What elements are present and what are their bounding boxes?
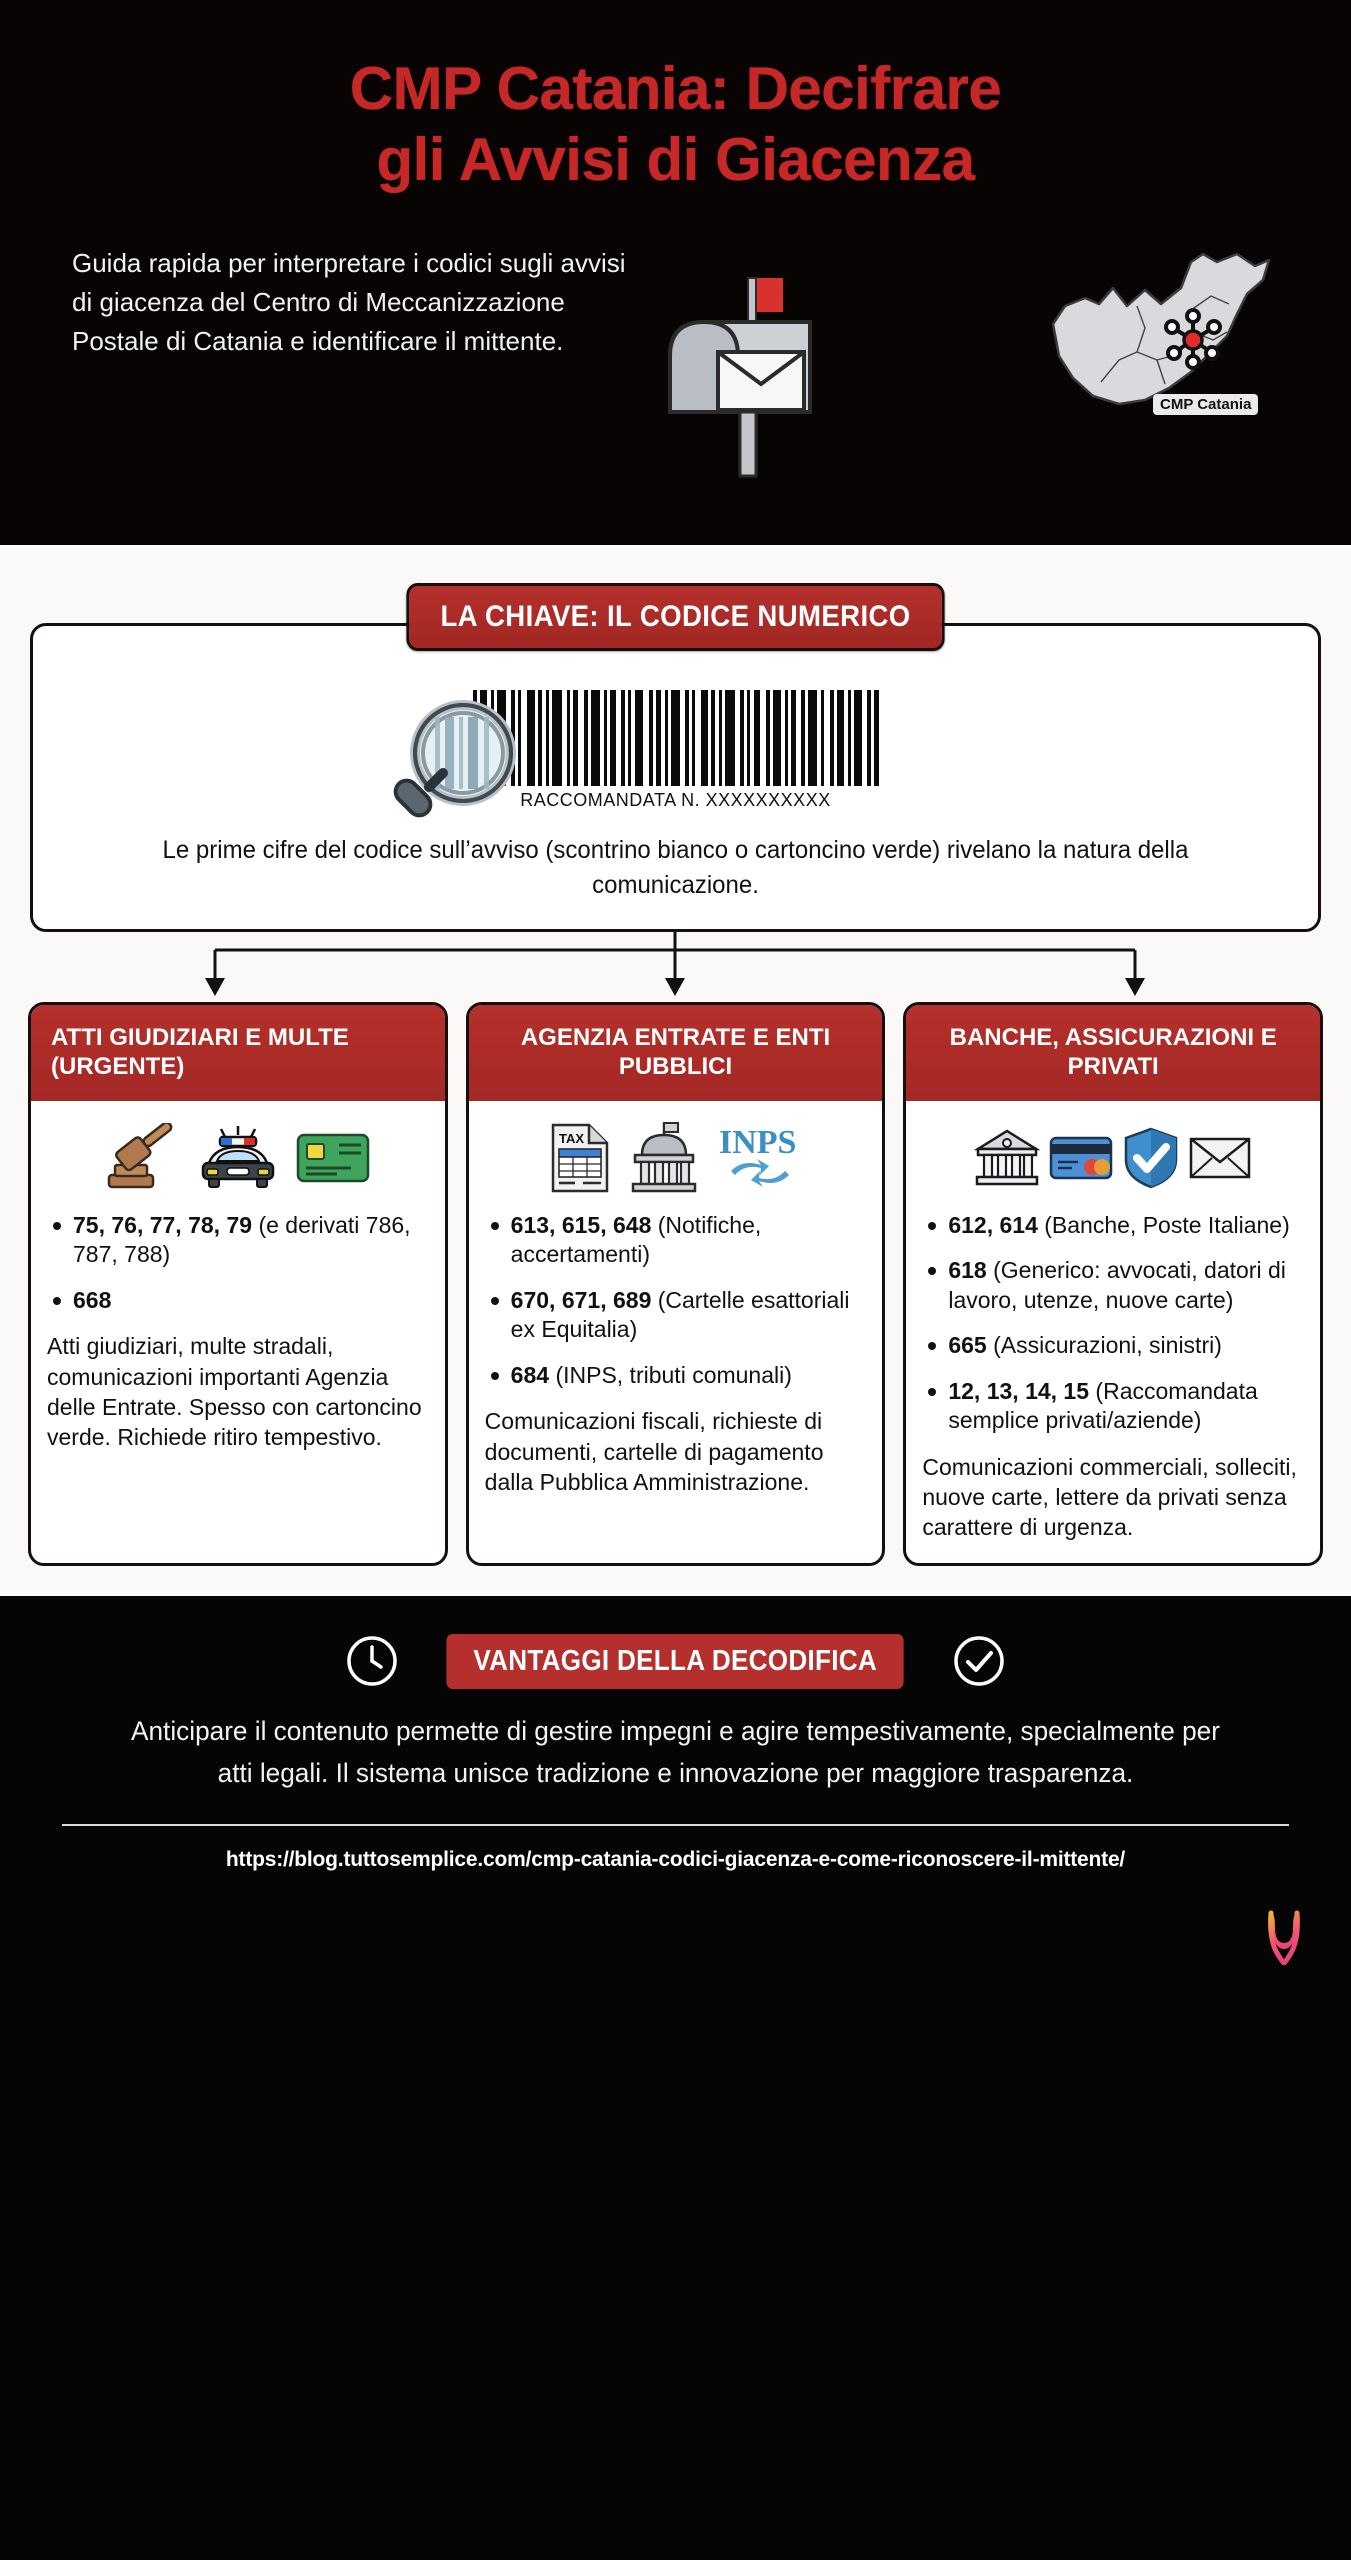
key-section-description: Le prime cifre del codice sull’avviso (scontrino bianco o cartoncino verde) rivelano la natura della comunicazione. xyxy=(162,836,1189,899)
code-value: 670, 671, 689 xyxy=(510,1286,652,1313)
code-item xyxy=(922,1211,1304,1240)
key-section-pill: LA CHIAVE: IL CODICE NUMERICO xyxy=(406,583,944,651)
code-list xyxy=(922,1211,1304,1436)
government-building-icon xyxy=(625,1121,703,1195)
category-card-atti-giudiziari xyxy=(28,1002,448,1566)
barcode-row xyxy=(73,690,1278,811)
category-columns xyxy=(0,1002,1351,1586)
page-title-line2: gli Avvisi di Giacenza xyxy=(376,125,975,193)
svg-text:TAX: TAX xyxy=(558,1131,584,1146)
connector-arrows xyxy=(30,932,1321,1002)
shield-check-icon xyxy=(1122,1126,1180,1190)
category-paragraph: Atti giudiziari, multe stradali, comunicazioni importanti Agenzia delle Entrate. Spesso con cartoncino verde. Richiede ritiro tempestivo. xyxy=(47,1333,422,1451)
body-section xyxy=(0,545,1351,1596)
code-detail: (e derivati 786, 787, 788) xyxy=(73,1212,411,1268)
footer-pill-row xyxy=(0,1634,1351,1689)
category-icon-row xyxy=(485,1119,867,1197)
code-value: 75, 76, 77, 78, 79 xyxy=(73,1212,253,1238)
category-title: BANCHE, ASSICURAZIONI E PRIVATI xyxy=(906,1005,1320,1101)
code-value: 612, 614 xyxy=(948,1212,1038,1238)
code-value: 665 xyxy=(948,1332,987,1359)
code-detail: (INPS, tributi comunali) xyxy=(555,1361,792,1388)
header-body xyxy=(40,230,1311,480)
barcode-caption: RACCOMANDATA N. XXXXXXXXXX xyxy=(520,790,831,810)
category-icon-row xyxy=(922,1119,1304,1197)
magnifier-icon xyxy=(385,695,535,845)
code-detail: (Generico: avvocati, datori di lavoro, utenze, nuove carte) xyxy=(948,1257,1286,1313)
clock-icon xyxy=(345,1634,399,1688)
code-item xyxy=(47,1286,429,1315)
category-body xyxy=(31,1101,445,1563)
code-item xyxy=(922,1331,1304,1360)
barcode-block xyxy=(473,690,879,811)
footer-url[interactable]: https://blog.tuttosemplice.com/cmp-catania-codici-giacenza-e-come-riconoscere-il-mittente/ xyxy=(225,1848,1126,1872)
footer-divider xyxy=(62,1824,1289,1826)
footer-description: Anticipare il contenuto permette di gestire impegni e agire tempestivamente, specialmente per atti legali. Il sistema unisce tradizione e innovazione per maggiore trasparenza. xyxy=(131,1715,1220,1788)
code-value: 613, 615, 648 xyxy=(510,1212,652,1238)
gavel-icon xyxy=(105,1123,181,1193)
category-card-banche xyxy=(903,1002,1323,1566)
inps-logo-icon xyxy=(717,1121,803,1195)
envelope-icon xyxy=(1188,1134,1252,1182)
code-item xyxy=(485,1361,867,1390)
green-card-icon xyxy=(295,1130,371,1186)
code-value: 684 xyxy=(510,1361,550,1388)
category-paragraph: Comunicazioni fiscali, richieste di documenti, cartelle di pagamento dalla Pubblica Amministrazione. xyxy=(484,1408,824,1495)
sicily-map xyxy=(1041,232,1281,437)
tax-document-icon xyxy=(549,1121,611,1195)
brand-logo-icon xyxy=(1265,1909,1303,1965)
code-item xyxy=(485,1286,867,1345)
code-item xyxy=(922,1377,1304,1436)
code-item xyxy=(922,1256,1304,1315)
code-detail: (Banche, Poste Italiane) xyxy=(1044,1212,1290,1238)
footer-pill-label: VANTAGGI DELLA DECODIFICA xyxy=(447,1634,905,1689)
code-value: 618 xyxy=(948,1257,987,1284)
code-detail: (Cartelle esattoriali ex Equitalia) xyxy=(510,1286,850,1343)
code-detail: (Notifiche, accertamenti) xyxy=(510,1212,762,1268)
category-title: AGENZIA ENTRATE E ENTI PUBBLICI xyxy=(469,1005,883,1101)
code-item xyxy=(47,1211,429,1270)
category-icon-row xyxy=(47,1119,429,1197)
header-section xyxy=(0,0,1351,545)
footer-section xyxy=(0,1596,1351,2001)
credit-card-icon xyxy=(1048,1134,1114,1182)
check-circle-icon xyxy=(952,1634,1006,1688)
category-paragraph: Comunicazioni commerciali, solleciti, nuove carte, lettere da privati senza carattere di urgenza. xyxy=(922,1453,1297,1541)
code-value: 12, 13, 14, 15 xyxy=(948,1377,1090,1404)
code-item xyxy=(485,1211,867,1270)
category-body xyxy=(906,1101,1320,1563)
page-title-line1: CMP Catania: Decifrare xyxy=(349,55,1002,122)
header-subtitle: Guida rapida per interpretare i codici sugli avvisi di giacenza del Centro di Meccanizzazione Postale di Catania e identificare il mittente. xyxy=(72,247,626,356)
svg-text:INPS: INPS xyxy=(718,1124,796,1161)
key-card xyxy=(30,623,1321,932)
category-title: ATTI GIUDIZIARI E MULTE (URGENTE) xyxy=(31,1005,445,1101)
map-label-cmp-catania: CMP Catania xyxy=(1153,394,1258,415)
code-detail: (Assicurazioni, sinistri) xyxy=(993,1332,1222,1359)
code-list xyxy=(47,1211,429,1315)
header-artwork xyxy=(650,230,1301,480)
code-detail: (Raccomandata semplice privati/aziende) xyxy=(948,1377,1258,1434)
category-card-agenzia-entrate xyxy=(466,1002,886,1566)
category-body xyxy=(469,1101,883,1563)
bank-icon xyxy=(974,1127,1040,1189)
mailbox-icon xyxy=(660,260,860,480)
page-title xyxy=(40,40,1311,196)
code-value: 668 xyxy=(73,1286,112,1313)
code-list xyxy=(485,1211,867,1390)
police-car-icon xyxy=(195,1125,281,1191)
